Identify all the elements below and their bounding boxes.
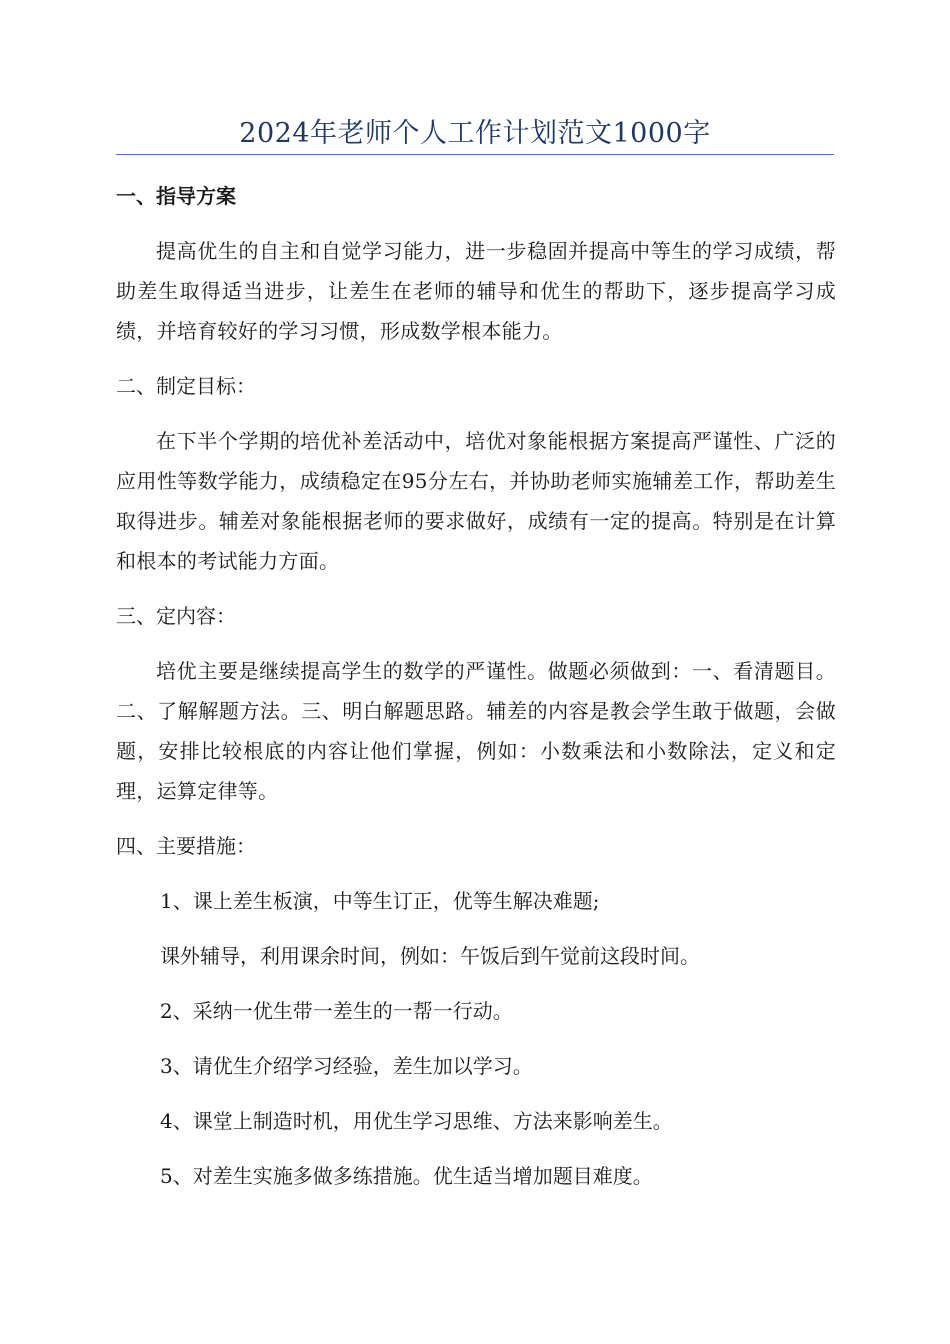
measure-item: 4、课堂上制造时机，用优生学习思维、方法来影响差生。	[160, 1109, 673, 1133]
measure-item: 5、对差生实施多做多练措施。优生适当增加题目难度。	[160, 1164, 653, 1188]
section-heading-content: 三、定内容：	[116, 604, 236, 628]
section-paragraph-content: 培优主要是继续提高学生的数学的严谨性。做题必须做到：一、看清题目。二、了解解题方法。三、明白解题思路。辅差的内容是教会学生敢于做题，会做题，安排比较根底的内容让他们掌握，例如：小数乘法和小数除法，定义和定理，运算定律等。	[116, 659, 836, 803]
document-body	[116, 176, 836, 1196]
measure-item: 课外辅导，利用课余时间，例如：午饭后到午觉前这段时间。	[160, 944, 700, 968]
section-heading-measures: 四、主要措施：	[116, 834, 256, 858]
measure-item: 1、课上差生板演，中等生订正，优等生解决难题;	[160, 889, 600, 913]
section-paragraph-goals: 在下半个学期的培优补差活动中，培优对象能根据方案提高严谨性、广泛的应用性等数学能力，成绩稳定在95分左右，并协助老师实施辅差工作，帮助差生取得进步。辅差对象能根据老师的要求做好，成绩有一定的提高。特别是在计算和根本的考试能力方面。	[116, 429, 836, 573]
section-paragraph-guidance: 提高优生的自主和自觉学习能力，进一步稳固并提高中等生的学习成绩，帮助差生取得适当进步，让差生在老师的辅导和优生的帮助下，逐步提高学习成绩，并培育较好的学习习惯，形成数学根本能力。	[116, 239, 836, 343]
measure-item: 2、采纳一优生带一差生的一帮一行动。	[160, 999, 513, 1023]
measure-item: 3、请优生介绍学习经验，差生加以学习。	[160, 1054, 533, 1078]
document-title: 2024年老师个人工作计划范文1000字	[239, 118, 711, 149]
section-heading-goals: 二、制定目标：	[116, 374, 256, 398]
title-underline	[116, 154, 834, 155]
section-heading-guidance: 一、指导方案	[116, 184, 236, 208]
